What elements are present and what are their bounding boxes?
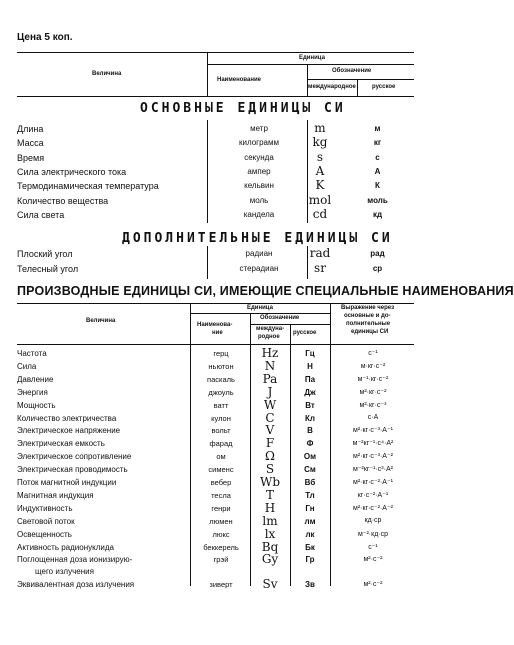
intl-symbol-cell: S <box>265 462 275 477</box>
intl-symbol-cell: K <box>315 178 325 193</box>
quantity-cell: Термодинамическая температура <box>17 181 159 192</box>
unit-name-cell: беккерель <box>203 542 239 552</box>
intl-symbol-cell: Pa <box>262 371 278 386</box>
si-expression-cell: м⁻¹·кг·с⁻² <box>357 375 389 383</box>
russian-symbol-cell: лм <box>304 516 316 526</box>
intl-symbol-cell: Wb <box>259 475 280 489</box>
intl-symbol-cell: V <box>265 423 275 438</box>
quantity-cell: Световой поток <box>17 516 75 526</box>
quantity-cell: Телесный угол <box>17 263 79 274</box>
quantity-cell: Индуктивность <box>17 503 73 513</box>
t2-header-expr-4: единицы СИ <box>351 329 389 335</box>
si-expression-cell: м²·кг·с⁻³·А⁻¹ <box>353 427 393 435</box>
quantity-cell: Количество вещества <box>17 195 109 206</box>
unit-name-cell: радиан <box>245 249 273 258</box>
intl-symbol-cell: N <box>264 358 276 373</box>
unit-row <box>0 135 431 152</box>
russian-symbol-cell: Бк <box>305 542 315 552</box>
header-international: международное <box>308 84 356 90</box>
derived-unit-row <box>0 552 431 577</box>
si-expression-cell: м²·кг·с⁻³·А⁻² <box>353 453 393 461</box>
unit-name-cell: паскаль <box>207 374 235 384</box>
russian-symbol-cell: Вт <box>305 400 315 410</box>
quantity-cell: Длина <box>17 124 44 134</box>
intl-symbol-cell: cd <box>312 206 328 221</box>
derived-unit-row <box>0 397 431 415</box>
derived-unit-row <box>0 346 431 363</box>
t2-header-russian: русское <box>293 330 317 336</box>
t2-header-expr-1: Выражение через <box>341 305 395 311</box>
quantity-cell-continued: щего излучения <box>35 567 94 577</box>
quantity-cell: Сила электрического тока <box>17 166 127 177</box>
header-designation: Обозначение <box>332 68 372 74</box>
derived-unit-row <box>0 384 431 402</box>
russian-symbol-cell: кг <box>373 138 382 148</box>
quantity-cell: Электрическое напряжение <box>17 426 121 436</box>
unit-row <box>0 149 431 167</box>
russian-symbol-cell: ср <box>372 263 383 273</box>
unit-name-cell: ампер <box>247 166 271 176</box>
unit-name-cell: герц <box>213 349 229 358</box>
base-table-header <box>17 52 414 97</box>
russian-symbol-cell: Ом <box>303 452 317 462</box>
russian-symbol-cell: кд <box>372 209 383 219</box>
unit-name-cell: метр <box>250 124 268 133</box>
t2-header-expr-2: основные и до- <box>344 313 391 319</box>
unit-row <box>0 121 431 138</box>
derived-unit-row <box>0 436 431 453</box>
russian-symbol-cell: Кл <box>305 413 315 423</box>
russian-symbol-cell: Вб <box>304 478 316 487</box>
unit-name-cell: секунда <box>244 152 274 162</box>
russian-symbol-cell: Гр <box>305 555 315 565</box>
unit-row <box>0 178 431 195</box>
si-expression-cell: с⁻¹ <box>368 543 378 551</box>
russian-symbol-cell: Па <box>304 374 316 384</box>
si-expression-cell: с⁻¹ <box>368 350 378 357</box>
intl-symbol-cell: Sv <box>262 576 278 591</box>
unit-name-cell: тесла <box>211 490 231 500</box>
si-expression-cell: м²·кг·с⁻²·А⁻¹ <box>353 479 393 486</box>
unit-row <box>0 192 431 210</box>
si-expression-cell: м²·с⁻² <box>363 580 383 588</box>
derived-unit-row <box>0 410 431 428</box>
intl-symbol-cell: F <box>265 436 275 451</box>
supplementary-units-title: ДОПОЛНИТЕЛЬНЫЕ ЕДИНИЦЫ СИ <box>122 231 393 246</box>
russian-symbol-cell: м <box>374 124 381 133</box>
t2-header-expr-3: полнительные <box>346 321 391 327</box>
intl-symbol-cell: Gy <box>261 552 279 567</box>
quantity-cell: Количество электричества <box>17 413 117 423</box>
si-expression-cell: м⁻²·кд·ср <box>357 530 389 538</box>
derived-unit-row <box>0 371 431 389</box>
header-unit: Единица <box>299 55 325 61</box>
quantity-cell: Давление <box>17 374 54 384</box>
quantity-cell: Энергия <box>17 387 48 397</box>
intl-symbol-cell: lx <box>264 526 276 541</box>
intl-symbol-cell: H <box>264 500 276 515</box>
quantity-cell: Масса <box>17 138 44 149</box>
russian-symbol-cell: См <box>304 465 316 475</box>
header-quantity: Величина <box>92 71 122 77</box>
russian-symbol-cell: лк <box>305 529 315 539</box>
si-expression-cell: м⁻²кг⁻¹·с⁴·А² <box>352 440 394 448</box>
derived-unit-row <box>0 487 431 505</box>
si-expression-cell: м²·кг·с⁻²·А⁻² <box>353 504 393 512</box>
russian-symbol-cell: с <box>375 152 380 162</box>
derived-unit-row <box>0 423 431 440</box>
si-expression-cell: с·А <box>367 413 379 421</box>
derived-unit-row <box>0 475 431 492</box>
russian-symbol-cell: К <box>375 181 380 191</box>
intl-symbol-cell: J <box>267 384 273 399</box>
unit-name-cell: ом <box>216 452 226 462</box>
unit-name-cell: кулон <box>211 413 231 423</box>
unit-row <box>0 163 431 181</box>
derived-unit-row <box>0 358 431 376</box>
unit-name-cell: сименс <box>208 465 234 475</box>
unit-name-cell: грэй <box>213 555 229 565</box>
unit-row <box>0 206 431 224</box>
quantity-cell: Время <box>17 152 45 163</box>
russian-symbol-cell: Зв <box>305 579 315 589</box>
unit-name-cell: люкс <box>212 529 230 539</box>
russian-symbol-cell: Тл <box>305 490 315 500</box>
intl-symbol-cell: s <box>316 149 324 164</box>
derived-unit-row <box>0 462 431 479</box>
basic-units-title: ОСНОВНЫЕ ЕДИНИЦЫ СИ <box>140 101 346 116</box>
intl-symbol-cell: T <box>265 487 274 502</box>
unit-name-cell: зиверт <box>209 579 233 589</box>
russian-symbol-cell: моль <box>367 195 388 205</box>
unit-name-cell: ватт <box>213 400 229 410</box>
russian-symbol-cell: рад <box>370 249 385 258</box>
unit-name-cell: кельвин <box>244 181 274 191</box>
russian-symbol-cell: Гн <box>305 503 315 513</box>
si-expression-cell: м²·с⁻² <box>363 556 383 564</box>
unit-name-cell: джоуль <box>208 387 234 397</box>
quantity-cell: Электрическая проводимость <box>17 465 128 475</box>
unit-name-cell: генри <box>211 503 231 513</box>
si-expression-cell: м²·кг·с⁻³ <box>359 401 387 409</box>
derived-unit-row <box>0 576 431 594</box>
derived-unit-row <box>0 539 431 557</box>
t2-header-name-2: ние <box>212 330 223 336</box>
quantity-cell: Электрическое сопротивление <box>17 452 132 462</box>
t2-header-intl-2: родное <box>258 334 280 340</box>
derived-unit-row <box>0 526 431 544</box>
intl-symbol-cell: rad <box>309 246 331 260</box>
si-expression-cell: м²·кг·с⁻² <box>359 388 387 396</box>
intl-symbol-cell: lm <box>262 513 278 528</box>
intl-symbol-cell: mol <box>308 192 332 207</box>
quantity-cell: Сила <box>17 361 37 371</box>
intl-symbol-cell: Bq <box>261 539 279 554</box>
unit-row <box>0 260 431 278</box>
quantity-cell: Магнитная индукция <box>17 490 94 500</box>
intl-symbol-cell: Ω <box>265 449 275 464</box>
intl-symbol-cell: sr <box>314 260 326 275</box>
intl-symbol-cell: C <box>265 410 275 425</box>
si-expression-cell: кд·ср <box>364 516 382 524</box>
quantity-cell: Поток магнитной индукции <box>17 478 117 487</box>
russian-symbol-cell: В <box>307 426 313 436</box>
russian-symbol-cell: Н <box>307 361 313 371</box>
t2-header-quantity: Величина <box>86 318 116 324</box>
derived-unit-row <box>0 513 431 531</box>
unit-name-cell: кандела <box>243 209 275 219</box>
price-label: Цена 5 коп. <box>17 32 73 43</box>
quantity-cell: Плоский угол <box>17 249 73 259</box>
t2-header-intl-1: междуна- <box>256 326 285 332</box>
quantity-cell: Освещенность <box>17 529 72 539</box>
intl-symbol-cell: Hz <box>261 346 279 360</box>
si-expression-cell: кг·с⁻²·А⁻¹ <box>357 491 389 499</box>
intl-symbol-cell: W <box>263 397 277 412</box>
unit-name-cell: ньютон <box>208 361 234 371</box>
si-expression-cell: м·кг·с⁻² <box>360 362 386 370</box>
unit-name-cell: люмен <box>209 516 233 526</box>
unit-name-cell: стерадиан <box>239 263 279 273</box>
quantity-cell: Эквивалентная доза излучения <box>17 579 135 589</box>
intl-symbol-cell: kg <box>312 135 328 150</box>
quantity-cell: Сила света <box>17 209 65 220</box>
derived-unit-row <box>0 449 431 466</box>
unit-name-cell: фарад <box>209 439 233 449</box>
quantity-cell: Частота <box>17 349 47 358</box>
unit-name-cell: моль <box>249 195 269 205</box>
si-expression-cell: м⁻²кг⁻¹·с³·А² <box>353 466 393 474</box>
russian-symbol-cell: Дж <box>304 387 316 397</box>
t2-header-name-1: Наименова- <box>197 322 233 328</box>
t2-header-unit: Единица <box>247 305 273 311</box>
header-name: Наименование <box>217 77 262 83</box>
quantity-cell: Мощность <box>17 400 56 410</box>
derived-units-title: ПРОИЗВОДНЫЕ ЕДИНИЦЫ СИ, ИМЕЮЩИЕ СПЕЦИАЛЬНЫЕ НАИМЕНОВАНИЯ <box>17 284 514 298</box>
unit-name-cell: вольт <box>211 426 231 436</box>
russian-symbol-cell: Гц <box>305 349 315 358</box>
russian-symbol-cell: Ф <box>306 439 314 449</box>
intl-symbol-cell: A <box>315 163 325 178</box>
t2-header-designation: Обозначение <box>260 315 300 321</box>
header-russian: русское <box>372 84 396 90</box>
russian-symbol-cell: А <box>374 166 381 176</box>
unit-row <box>0 246 431 263</box>
quantity-cell: Электрическая емкость <box>17 439 105 449</box>
quantity-cell: Активность радионуклида <box>17 542 114 552</box>
unit-name-cell: килограмм <box>239 138 279 148</box>
quantity-cell: Поглощенная доза ионизирую- <box>17 555 133 565</box>
derived-unit-row <box>0 500 431 518</box>
unit-name-cell: вебер <box>210 478 232 487</box>
intl-symbol-cell: m <box>314 121 326 135</box>
